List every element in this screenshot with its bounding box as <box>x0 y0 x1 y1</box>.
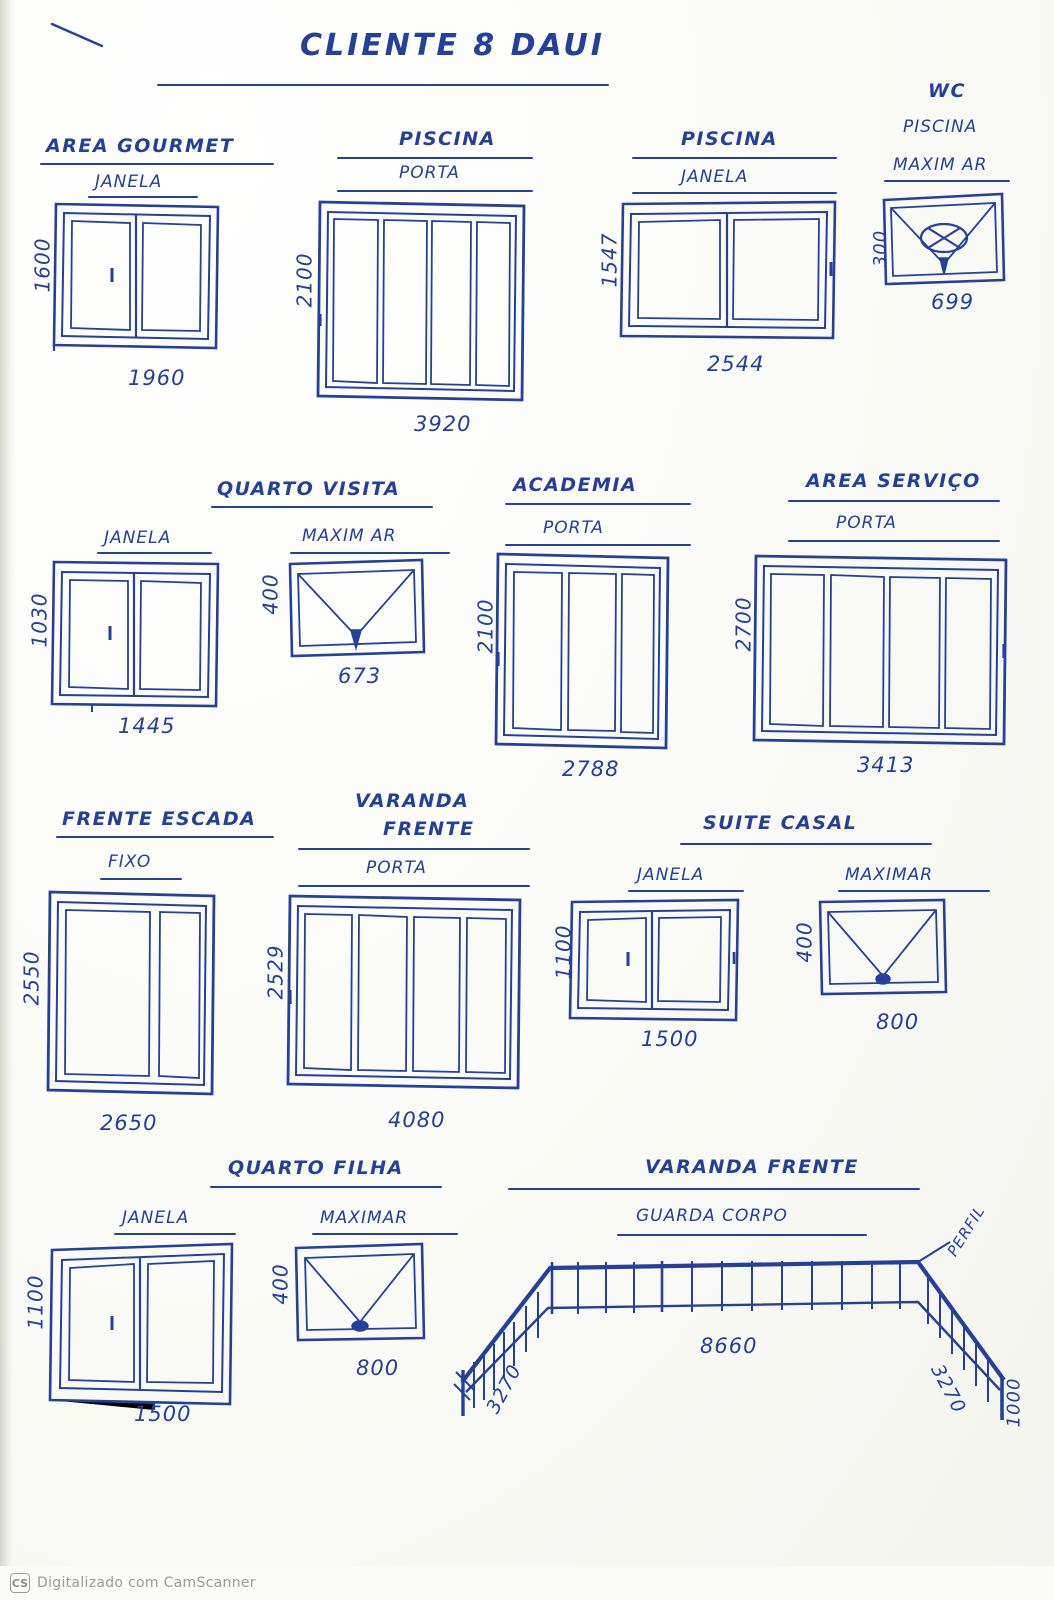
dim-height-quarto-filha-janela: 1100 <box>23 1274 48 1330</box>
dim-height-quarto-visita-maximar: 400 <box>258 573 283 615</box>
label-perfil: PERFIL <box>943 1202 989 1260</box>
corner-pen-mark <box>50 20 110 56</box>
dim-height-academia: 2100 <box>473 598 498 654</box>
dim-width-wc: 699 <box>931 290 975 314</box>
underline-area-gourmet <box>40 163 274 165</box>
group-title-quarto-visita: QUARTO VISITA <box>217 478 401 500</box>
dim-width-suite-casal-janela: 1500 <box>641 1027 699 1051</box>
sketch-awning-window-quarto-visita <box>284 556 434 666</box>
dim-height-wc: 300 <box>870 229 892 268</box>
dim-width-academia: 2788 <box>562 757 620 781</box>
underline-sub-quarto-filha-janela <box>114 1233 236 1235</box>
underline-sub-piscina-janela <box>632 192 837 194</box>
underline-sub-frente-escada <box>100 878 182 880</box>
sketch-sliding-window-area-gourmet <box>50 198 230 358</box>
underline-sub-suite-casal-janela <box>628 890 744 892</box>
group-title-piscina-janela: PISCINA <box>681 128 778 150</box>
group-subtitle-academia: PORTA <box>543 518 604 538</box>
camscanner-text: Digitalizado com CamScanner <box>37 1575 256 1591</box>
camscanner-footer <box>0 1566 1054 1600</box>
dim-height-area-servico: 2700 <box>731 596 756 652</box>
group-subtitle-suite-casal-maximar: MAXIMAR <box>845 865 934 885</box>
dim-height-piscina-porta: 2100 <box>292 252 317 308</box>
dim-width-quarto-visita-maximar: 673 <box>338 664 382 688</box>
underline-sub-piscina-porta <box>337 190 533 192</box>
sketch-awning-window-suite-casal <box>814 894 964 1006</box>
group-subtitle-area-servico: PORTA <box>836 513 897 533</box>
sketch-sliding-door-academia <box>490 548 680 758</box>
underline-piscina-janela <box>632 157 837 159</box>
underline-area-servico <box>788 500 1000 502</box>
underline-sub-guarda-corpo <box>617 1234 867 1236</box>
dim-width-quarto-filha-janela: 1500 <box>134 1402 192 1426</box>
group-subtitle-wc-maximar: MAXIM AR <box>893 155 988 175</box>
underline-sub-academia <box>505 544 691 546</box>
underline-sub-varanda-frente <box>298 885 530 887</box>
sketch-sliding-window-quarto-visita <box>48 556 233 716</box>
group-subtitle-quarto-visita-maximar: MAXIM AR <box>302 526 397 546</box>
page-title: CLIENTE 8 DAUI <box>300 28 605 63</box>
sketch-sliding-window-suite-casal <box>566 894 751 1028</box>
group-title-frente-escada: FRENTE ESCADA <box>62 808 257 830</box>
underline-varanda-frente <box>298 848 530 850</box>
underline-piscina-porta <box>337 157 533 159</box>
underline-sub-suite-casal-maximar <box>838 890 990 892</box>
dim-center-guardrail: 8660 <box>700 1334 758 1358</box>
group-subtitle-quarto-filha-janela: JANELA <box>122 1208 190 1228</box>
sketch-awning-window-quarto-filha <box>290 1238 442 1354</box>
group-subtitle-piscina-janela: JANELA <box>681 167 749 187</box>
group-title-suite-casal: SUITE CASAL <box>703 812 858 834</box>
sketch-sliding-door-area-servico <box>748 548 1018 754</box>
dim-width-area-gourmet: 1960 <box>128 366 186 390</box>
underline-academia <box>505 503 691 505</box>
sketch-fixed-panel-frente-escada <box>42 886 222 1104</box>
dim-width-area-servico: 3413 <box>857 753 915 777</box>
group-subtitle-guarda-corpo: GUARDA CORPO <box>636 1206 788 1226</box>
sketch-guardrail-varanda <box>448 1240 1018 1425</box>
dim-height-quarto-filha-maximar: 400 <box>268 1263 293 1305</box>
dim-right-guardrail: 3270 <box>926 1360 971 1418</box>
underline-varanda-frente-guarda <box>508 1188 920 1190</box>
sketch-awning-window-wc <box>878 186 1018 296</box>
group-title-area-gourmet: AREA GOURMET <box>46 135 235 157</box>
sketch-sliding-window-quarto-filha <box>44 1238 244 1416</box>
underline-quarto-visita <box>211 506 433 508</box>
underline-suite-casal <box>680 843 932 845</box>
dim-height-suite-casal-maximar: 400 <box>792 921 817 963</box>
group-title-area-servico: AREA SERVIÇO <box>806 470 981 492</box>
dim-height-suite-casal-janela: 1100 <box>551 924 576 980</box>
dim-width-quarto-visita-janela: 1445 <box>118 714 176 738</box>
dim-height-area-gourmet: 1600 <box>30 237 55 293</box>
group-title-varanda-frente: VARANDA <box>355 790 470 812</box>
group-title-wc-piscina: PISCINA <box>903 117 978 137</box>
title-underline <box>157 84 609 86</box>
dim-width-quarto-filha-maximar: 800 <box>356 1356 400 1380</box>
group-title-quarto-filha: QUARTO FILHA <box>228 1157 404 1179</box>
group-subtitle-frente-escada: FIXO <box>108 852 152 872</box>
group-title-piscina-porta: PISCINA <box>399 128 496 150</box>
group-subtitle-piscina-porta: PORTA <box>399 163 460 183</box>
underline-quarto-filha <box>210 1186 442 1188</box>
group-title-varanda-frente-2: FRENTE <box>383 818 475 840</box>
underline-frente-escada <box>56 836 274 838</box>
group-subtitle-varanda-frente: PORTA <box>366 858 427 878</box>
group-subtitle-suite-casal-janela: JANELA <box>637 865 705 885</box>
group-subtitle-area-gourmet: JANELA <box>95 172 163 192</box>
camscanner-badge: CS <box>10 1573 30 1593</box>
dim-height-quarto-visita-janela: 1030 <box>27 592 52 648</box>
paper-left-edge <box>0 0 14 1600</box>
group-subtitle-quarto-visita-janela: JANELA <box>104 528 172 548</box>
dim-height-frente-escada: 2550 <box>19 950 44 1006</box>
sketch-sliding-door-piscina <box>312 196 542 412</box>
dim-width-suite-casal-maximar: 800 <box>876 1010 920 1034</box>
dim-height-piscina-janela: 1547 <box>597 232 622 288</box>
underline-sub-quarto-visita <box>290 552 450 554</box>
dim-right-height-guardrail: 1000 <box>1003 1377 1025 1428</box>
group-title-academia: ACADEMIA <box>513 474 638 496</box>
group-title-wc: WC <box>928 80 966 102</box>
sketch-sliding-door-varanda-frente <box>282 890 532 1098</box>
group-title-varanda-frente-guarda: VARANDA FRENTE <box>645 1156 859 1178</box>
dim-width-varanda-frente: 4080 <box>388 1108 446 1132</box>
underline-sub-wc <box>884 180 1010 182</box>
dim-width-frente-escada: 2650 <box>100 1111 158 1135</box>
sketch-sliding-window-piscina <box>615 196 845 346</box>
dim-left-guardrail: 3270 <box>482 1360 527 1418</box>
dim-height-varanda-frente: 2529 <box>263 944 288 1000</box>
underline-sub-area-servico <box>788 540 1000 542</box>
group-subtitle-quarto-filha-maximar: MAXIMAR <box>320 1208 409 1228</box>
underline-sub-quarto-visita-janela <box>97 552 212 554</box>
dim-width-piscina-porta: 3920 <box>414 412 472 436</box>
underline-sub-quarto-filha-maximar <box>312 1233 458 1235</box>
dim-width-piscina-janela: 2544 <box>707 352 765 376</box>
